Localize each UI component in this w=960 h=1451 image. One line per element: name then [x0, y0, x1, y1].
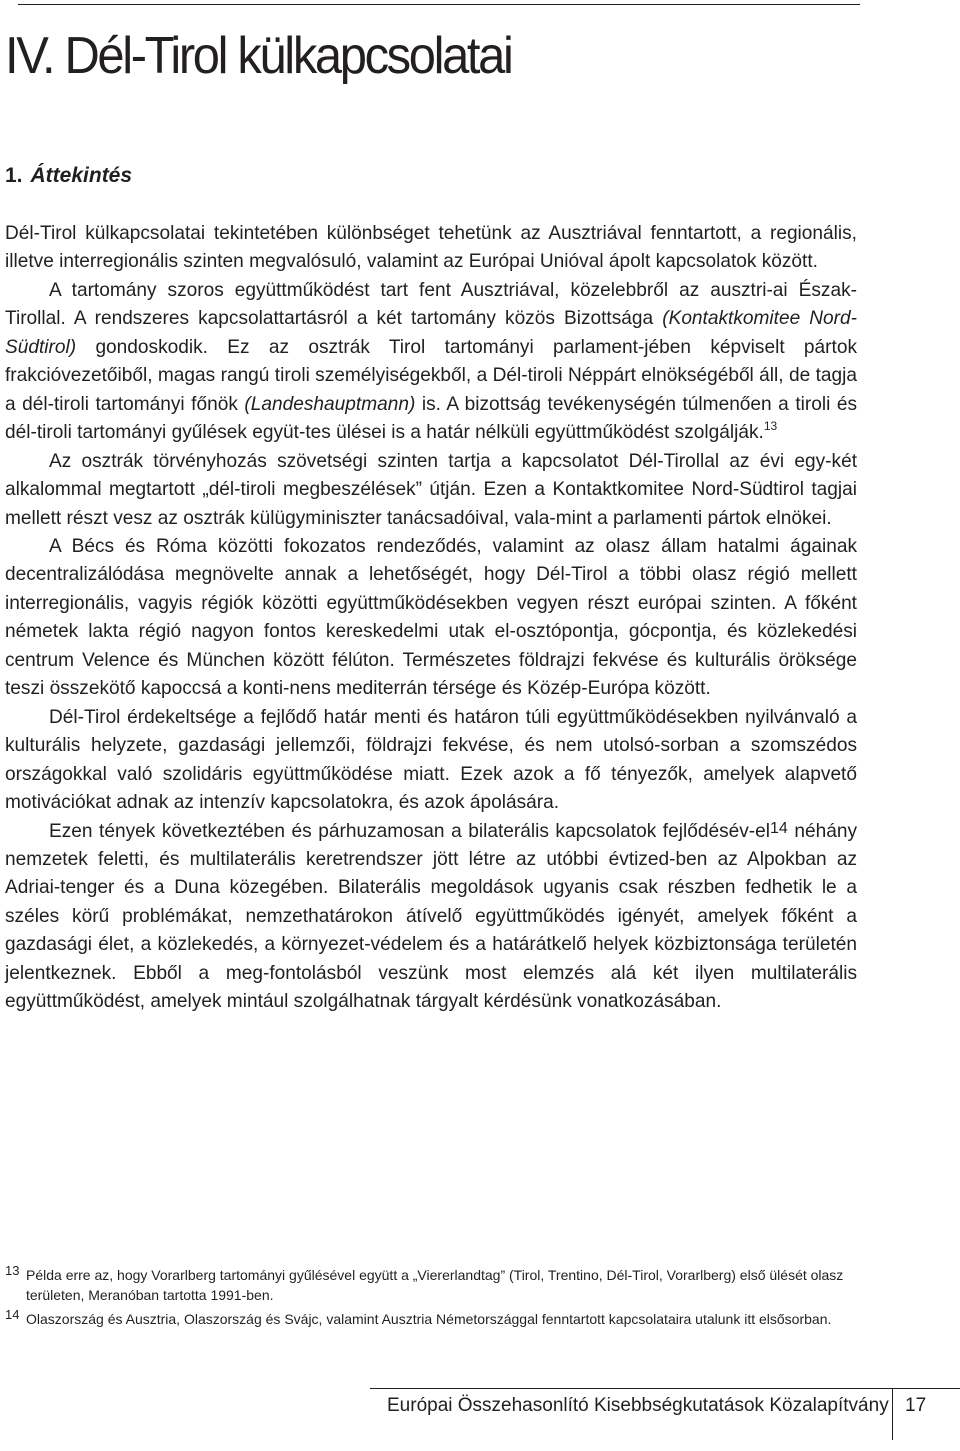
footnote-14 [5, 1309, 857, 1329]
paragraph-6-text-a: Ezen tények következtében és párhuzamosan a bilaterális kapcsolatok fejlődésév-el [49, 820, 770, 842]
footnote-text: Olaszország és Ausztria, Olaszország és Svájc, valamint Ausztria Németországgal fenntartott kapcsolataira utalunk itt elsősorban. [26, 1311, 832, 1327]
paragraph-2-text-a: A tartomány szoros együttműködést tart fent Ausztriával, közelebbről az ausztri-ai Észak-Tirollal. A rendszeres kapcsolattartásról a két tartomány közös Bizottsága [5, 279, 857, 330]
top-rule [18, 4, 860, 5]
footnote-mark: 13 [5, 1263, 20, 1278]
footnote-ref-13[interactable]: 13 [763, 419, 778, 434]
footnotes [5, 1265, 857, 1333]
footnote-13 [5, 1265, 857, 1305]
landeshauptmann-term: (Landeshauptmann) [244, 393, 416, 415]
footnote-text: Példa erre az, hogy Vorarlberg tartományi gyűlésével együtt a „Viererlandtag” (Tirol, Trentino, Dél-Tirol, Vorarlberg) első ülését olasz területen, Meranóban tartotta 1991-ben. [26, 1267, 844, 1303]
footer-publisher: Európai Összehasonlító Kisebbségkutatások Közalapítvány [387, 1395, 889, 1416]
paragraph-2-text-e: is. A bizottság tevékenységén túlmenően a tiroli és dél-tiroli tartományi gyűlések együt-tes ülései is a határ nélküli együttműködést szolgálják. [5, 393, 858, 444]
page-number: 17 [905, 1395, 927, 1416]
paragraph-6 [5, 818, 857, 1017]
section-heading [5, 162, 132, 190]
paragraph-5: Dél-Tirol érdekeltsége a fejlődő határ menti és határon túli együttműködésekben nyilvánvaló a kulturális helyzete, gazdasági jellemzői, földrajzi fekvése, és nem utolsó-sorban a szomszédos országokkal való szolidáris együttműködése miatt. Ezek azok a fő tényezők, amelyek alapvető motivációkat adnak az intenzív kapcsolatokra, és azok ápolására. [5, 706, 857, 814]
paragraph-2 [5, 277, 857, 448]
paragraph-2-text-c: gondoskodik. Ez az osztrák Tirol tartományi parlament-jében képviselt pártok frakcióvezetőiből, magas rangú tiroli személyiségekből, a Dél-tiroli Néppárt elnökségéből áll, de tagja a dél-tiroli tartományi főnök [5, 336, 858, 415]
footer-rule [370, 1388, 960, 1389]
body-text [5, 220, 857, 1017]
footnote-mark: 14 [5, 1307, 20, 1322]
paragraph-3: Az osztrák törvényhozás szövetségi szinten tartja a kapcsolatot Dél-Tirollal az évi egy-két alkalommal megtartott „dél-tiroli megbeszélések” útján. Ezen a Kontaktkomitee Nord-Südtirol tagjai mellett részt vesz az osztrák külügyminiszter tanácsadóival, vala-mint a parlamenti pártok elnökei. [5, 450, 857, 529]
chapter-title: IV. Dél-Tirol külkapcsolatai [5, 27, 512, 85]
footer-divider [892, 1388, 893, 1440]
paragraph-6-text-b: néhány nemzetek feletti, és multilaterális keretrendszer jött létre az utóbbi évtized-ben az Alpokban az Adriai-tenger és a Duna közegében. Bilaterális megoldások ugyanis csak részben fedhetik le a széles körű problémákat, nemzethatárokon átívelő együttműködés igényét, amelyek főként a gazdasági élet, a közlekedés, a környezet-védelem és a határátkelő helyek közbiztonsága területén jelentkeznek. Ebből a meg-fontolásból veszünk most elemzés alá két ilyen multilaterális együttműködést, amelyek mintául szolgálhatnak tárgyalt kérdésünk vonatkozásában. [5, 820, 857, 1013]
paragraph-4: A Bécs és Róma közötti fokozatos rendeződés, valamint az olasz állam hatalmi ágainak decentralizálódása megnövelte annak a lehetőségét, hogy Dél-Tirol a többi olasz régió mellett interregionális, vagyis régiók közötti együttműködésekben vegyen részt európai szinten. A főként németek lakta régió nagyon fontos kereskedelmi utak el-osztópontja, gócpontja, és közlekedési centrum Velence és München között félúton. Természetes földrajzi fekvése és kulturális öröksége teszi összekötő kapoccsá a konti-nens mediterrán térsége és Közép-Európa között. [5, 535, 857, 700]
section-title: Áttekintés [30, 164, 133, 187]
footnote-ref-14[interactable]: 14 [770, 819, 788, 837]
section-number: 1. [5, 164, 23, 187]
contact-committee-name: (Kontaktkomitee Nord-Südtirol) [5, 308, 857, 358]
paragraph-1: Dél-Tirol külkapcsolatai tekintetében különbséget tehetünk az Ausztriával fenntartott, a regionális, illetve interregionális szinten megvalósuló, valamint az Európai Unióval ápolt kapcsolatok között. [5, 223, 857, 273]
